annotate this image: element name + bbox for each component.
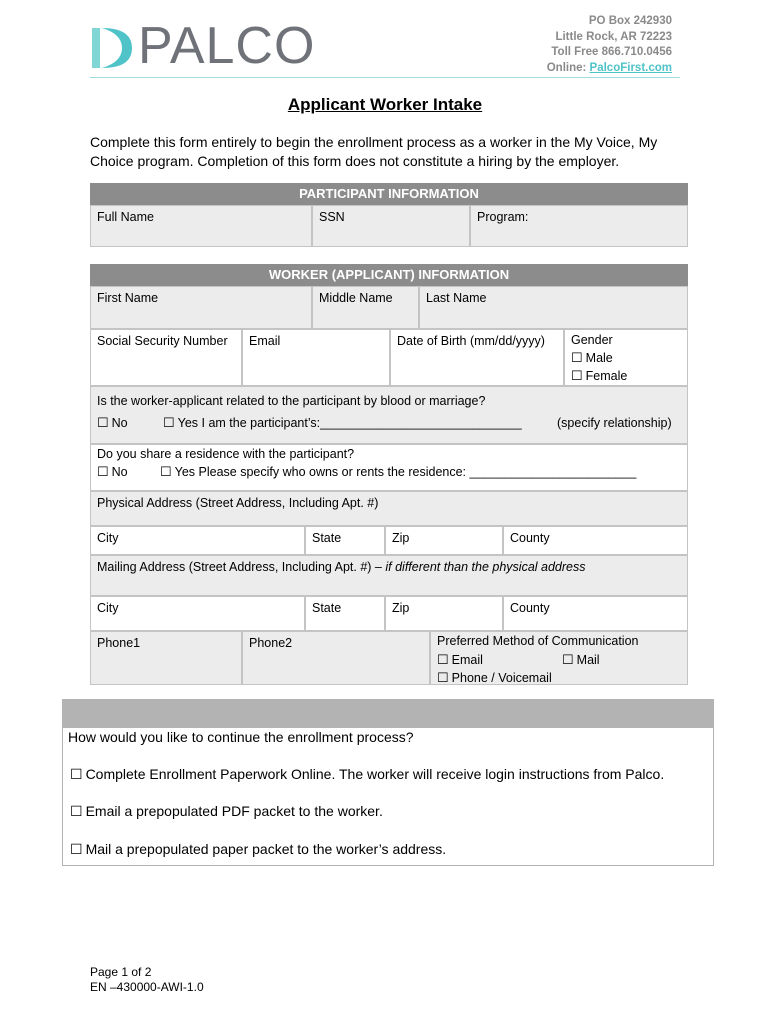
worker-ssn-field[interactable] [90,329,242,386]
gender-female-option[interactable] [571,367,681,385]
form-intro: Complete this form entirely to begin the enrollment process as a worker in the My Voice, My Choice program. Completion of this form does not constitute a hiring by the employer. [90,134,658,169]
pref-mail-option[interactable] [562,651,600,670]
palco-logo-mark [88,22,134,74]
male-checkbox[interactable]: ☐ [571,350,583,365]
last-name-label: Last Name [426,291,487,305]
physical-county-label: County [510,531,550,545]
pref-email-label: Email [451,652,483,667]
gender-field [564,329,688,386]
mailing-zip-label: Zip [392,601,410,615]
mailing-county-field[interactable] [503,596,688,631]
email-pdf-option-label: Email a prepopulated PDF packet to the worker. [85,803,383,819]
related-yes-label: Yes I am the participant’s:_____________________________ [177,416,522,430]
related-question-block [90,386,688,444]
mailing-city-field[interactable] [90,596,305,631]
mail-packet-option-label: Mail a prepopulated paper packet to the worker’s address. [85,841,447,857]
toll-free: Toll Free 866.710.0456 [551,46,672,58]
mailing-address-note: if different than the physical address [385,560,586,574]
mailing-city-label: City [97,601,119,615]
related-yes-checkbox[interactable]: ☐ [163,415,175,430]
dob-label: Date of Birth (mm/dd/yyyy) [397,334,545,348]
residence-no-checkbox[interactable]: ☐ [97,464,109,479]
online-checkbox[interactable]: ☐ [70,766,83,782]
mail-packet-checkbox[interactable]: ☐ [70,841,83,857]
phone2-label: Phone2 [249,636,293,650]
residence-no-label: No [111,465,128,479]
male-label: Male [585,351,613,365]
continue-option-online[interactable] [70,766,664,783]
female-checkbox[interactable]: ☐ [571,368,583,383]
pref-email-option[interactable] [437,653,483,667]
residence-question: Do you share a residence with the participant? [97,447,355,461]
ssn-label: SSN [319,210,345,224]
residence-no-option[interactable] [97,465,128,479]
participant-program-field[interactable] [470,205,688,247]
phone2-field[interactable] [242,631,430,685]
online-option-label: Complete Enrollment Paperwork Online. The worker will receive login instructions from Palco. [85,766,665,782]
first-name-field[interactable] [90,286,312,329]
participant-ssn-field[interactable] [312,205,470,247]
header-divider [90,77,680,78]
form-code: EN –430000-AWI-1.0 [90,980,204,994]
physical-zip-label: Zip [392,531,410,545]
physical-city-field[interactable] [90,526,305,555]
phone1-field[interactable] [90,631,242,685]
pref-phone-option[interactable] [437,669,681,688]
physical-city-label: City [97,531,119,545]
pref-phone-label: Phone / Voicemail [451,671,552,685]
phone1-label: Phone1 [97,636,141,650]
middle-name-field[interactable] [312,286,419,329]
physical-state-field[interactable] [305,526,385,555]
page-number: Page 1 of 2 [90,965,152,979]
related-no-checkbox[interactable]: ☐ [97,415,109,430]
program-label: Program: [477,210,529,224]
company-address [547,14,672,76]
po-box: PO Box 242930 [588,15,672,27]
residence-yes-checkbox[interactable]: ☐ [160,464,172,479]
physical-state-label: State [312,531,342,545]
full-name-label: Full Name [97,210,154,224]
pref-email-checkbox[interactable]: ☐ [437,651,449,667]
related-yes-option[interactable] [163,412,522,434]
preferred-method-field [430,631,688,685]
worker-email-field[interactable] [242,329,390,386]
female-label: Female [585,369,628,383]
physical-zip-field[interactable] [385,526,503,555]
physical-address-label: Physical Address (Street Address, Including Apt. #) [97,496,379,510]
continue-option-email-pdf[interactable] [70,803,383,820]
related-no-option[interactable] [97,416,128,430]
residence-question-block [90,444,688,491]
online-label: Online: [546,61,587,74]
mailing-zip-field[interactable] [385,596,503,631]
residence-yes-label: Yes Please specify who owns or rents the residence: ________________________ [174,465,637,479]
middle-name-label: Middle Name [319,291,393,305]
worker-section-heading: WORKER (APPLICANT) INFORMATION [90,264,688,286]
email-pdf-checkbox[interactable]: ☐ [70,803,83,819]
participant-section-heading: PARTICIPANT INFORMATION [90,183,688,205]
physical-address-field[interactable] [90,491,688,526]
gender-male-option[interactable] [571,349,681,367]
gender-label: Gender [571,333,613,347]
related-question: Is the worker-applicant related to the participant by blood or marriage? [97,394,486,408]
mailing-address-label: Mailing Address (Street Address, Including Apt. #) – [97,560,382,574]
mailing-state-field[interactable] [305,596,385,631]
form-title: Applicant Worker Intake [287,95,483,114]
first-name-label: First Name [97,291,159,305]
mailing-address-field[interactable] [90,555,688,596]
pref-mail-label: Mail [576,652,600,667]
city-state: Little Rock, AR 72223 [555,30,672,43]
mailing-county-label: County [510,601,550,615]
pref-mail-checkbox[interactable]: ☐ [562,651,574,667]
related-no-label: No [111,416,128,430]
last-name-field[interactable] [419,286,688,329]
continue-option-mail-packet[interactable] [70,841,446,858]
continue-question: How would you like to continue the enrollment process? [68,729,414,745]
participant-full-name-field[interactable] [90,205,312,247]
website-link[interactable]: PalcoFirst.com [589,61,672,74]
mailing-state-label: State [312,601,342,615]
residence-yes-option[interactable] [160,463,636,481]
worker-ssn-label: Social Security Number [97,334,228,348]
palco-logo-text: PALCO [138,17,316,75]
physical-county-field[interactable] [503,526,688,555]
specify-relationship: (specify relationship) [557,416,672,430]
dob-field[interactable] [390,329,564,386]
worker-email-label: Email [249,334,281,348]
pref-phone-checkbox[interactable]: ☐ [437,670,449,685]
preferred-method-label: Preferred Method of Communication [437,634,639,648]
continue-section-bar [62,699,714,728]
page-footer [90,965,204,995]
